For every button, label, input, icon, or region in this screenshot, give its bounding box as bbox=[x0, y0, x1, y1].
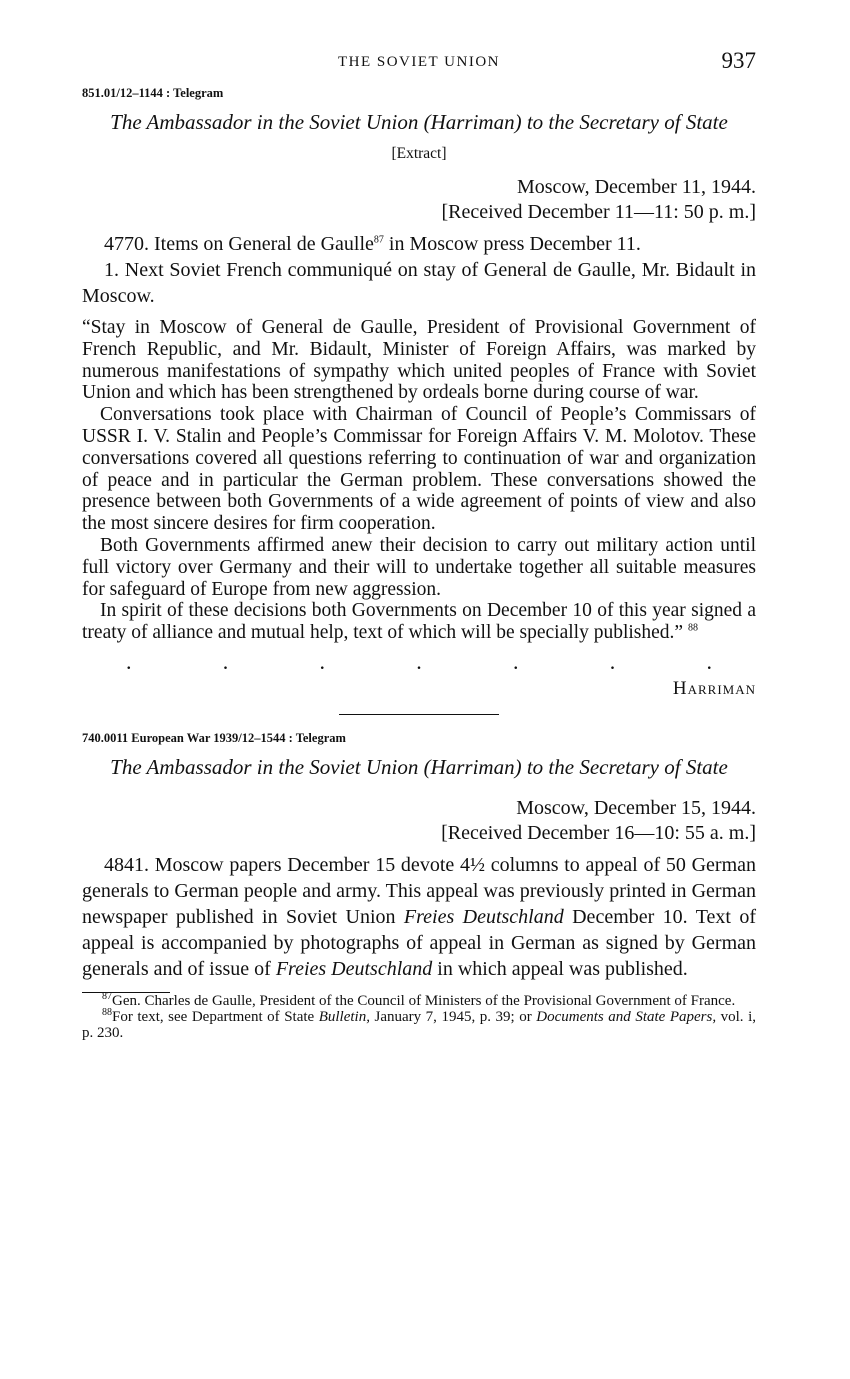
footnote-87-number: 87 bbox=[102, 990, 112, 1002]
footnote-ref-88[interactable]: 88 bbox=[687, 622, 698, 634]
footnote-88-text-b: January 7, 1945, p. 39; or bbox=[369, 1008, 537, 1025]
doc2-title: The Ambassador in the Soviet Union (Harriman) to the Secretary of State bbox=[110, 754, 728, 779]
footnote-88-bulletin: Bulletin, bbox=[318, 1008, 370, 1025]
doc1-file-reference: 851.01/12–1144 : Telegram bbox=[82, 86, 224, 100]
ellipsis-dot: . bbox=[609, 648, 616, 674]
ellipsis-dot: . bbox=[319, 648, 325, 674]
doc1-extract-label: [Extract] bbox=[391, 145, 447, 162]
running-head-title: THE SOVIET UNION bbox=[337, 54, 501, 70]
doc2-received: [Received December 16—10: 55 a. m.] bbox=[441, 821, 756, 844]
ellipsis-dot: . bbox=[126, 648, 132, 674]
doc2-newspaper-title-1: Freies Deutschland bbox=[403, 905, 564, 928]
doc2-text-a: 4841. Moscow papers December 15 devote 4½ columns to appeal of 50 German generals to German people and army. This appeal was previously printed in German newspaper published in Soviet Union bbox=[82, 853, 756, 928]
document-separator bbox=[339, 714, 499, 715]
doc2-text-b: December 10. Text of appeal is accompanied by photographs of appeal in German as signed by German generals and of issue of bbox=[82, 905, 756, 980]
ellipsis-dot: . bbox=[513, 648, 519, 674]
page-number: 937 bbox=[721, 48, 756, 73]
footnote-88 bbox=[82, 1006, 756, 1041]
running-head bbox=[82, 40, 756, 76]
omission-ellipsis bbox=[82, 648, 756, 674]
doc2-newspaper-title-2: Freies Deutschland bbox=[275, 957, 433, 980]
footnote-88-text-a: For text, see Department of State bbox=[112, 1008, 319, 1025]
footnote-88-text-c: vol. i, p. 230. bbox=[82, 1008, 756, 1041]
doc2-date: Moscow, December 15, 1944. bbox=[516, 796, 756, 819]
doc1-dateline bbox=[82, 175, 756, 225]
communique-quote bbox=[82, 317, 756, 644]
ellipsis-dot: . bbox=[416, 648, 422, 674]
quote-paragraph-2: Conversations took place with Chairman of Council of People’s Commissars of USSR I. V. Stalin and People’s Commissar for Foreign Affairs V. M. Molotov. These conversations covered all questions referring to continuation of war and organization of peace and in particular the German problem. These conversations showed the presence between both Governments of a wide agreement of points of view and also the most sincere desires for firm cooperation. bbox=[82, 404, 756, 535]
footnote-88-number: 88 bbox=[102, 1006, 112, 1018]
footnote-87 bbox=[82, 990, 756, 1009]
doc1-intro-paragraph bbox=[82, 231, 756, 257]
footnote-87-text: Gen. Charles de Gaulle, President of the Council of Ministers of the Provisional Government of France. bbox=[112, 992, 736, 1009]
ellipsis-dot: . bbox=[222, 648, 229, 674]
doc1-date: Moscow, December 11, 1944. bbox=[516, 176, 756, 198]
doc1-item1-paragraph: 1. Next Soviet French communiqué on stay of General de Gaulle, Mr. Bidault in Moscow. bbox=[82, 259, 756, 307]
doc1-received: [Received December 11—11: 50 p. m.] bbox=[441, 201, 756, 223]
doc2-text-c: in which appeal was published. bbox=[432, 957, 688, 980]
doc1-intro-text-b: in Moscow press December 11. bbox=[383, 233, 641, 255]
doc1-title: The Ambassador in the Soviet Union (Harriman) to the Secretary of State bbox=[110, 110, 728, 134]
doc1-signature: Harriman bbox=[672, 677, 756, 699]
footnote-88-documents: Documents and State Papers, bbox=[536, 1008, 717, 1025]
doc2-paragraph bbox=[82, 852, 756, 982]
quote-paragraph-4-text: In spirit of these decisions both Governments on December 10 of this year signed a treaty of alliance and mutual help, text of which will be specially published.” bbox=[82, 600, 756, 644]
quote-paragraph-1: “Stay in Moscow of General de Gaulle, President of Provisional Government of French Republic, and Mr. Bidault, Minister of Foreign Affairs, was marked by numerous manifestations of sympathy which united peoples of France with Soviet Union and which has been strengthened by ordeals borne during course of war. bbox=[82, 317, 756, 404]
doc2-dateline bbox=[82, 796, 756, 846]
quote-paragraph-4 bbox=[82, 600, 756, 644]
doc2-file-reference: 740.0011 European War 1939/12–1544 : Telegram bbox=[82, 730, 346, 745]
footnote-ref-87[interactable]: 87 bbox=[373, 234, 384, 246]
document-page bbox=[82, 40, 756, 1041]
quote-paragraph-3: Both Governments affirmed anew their decision to carry out military action until full victory over Germany and their will to undertake together all suitable measures for safeguard of Europe from new aggression. bbox=[82, 534, 756, 600]
ellipsis-dot: . bbox=[706, 648, 712, 674]
doc1-intro-text-a: 4770. Items on General de Gaulle bbox=[104, 233, 374, 255]
